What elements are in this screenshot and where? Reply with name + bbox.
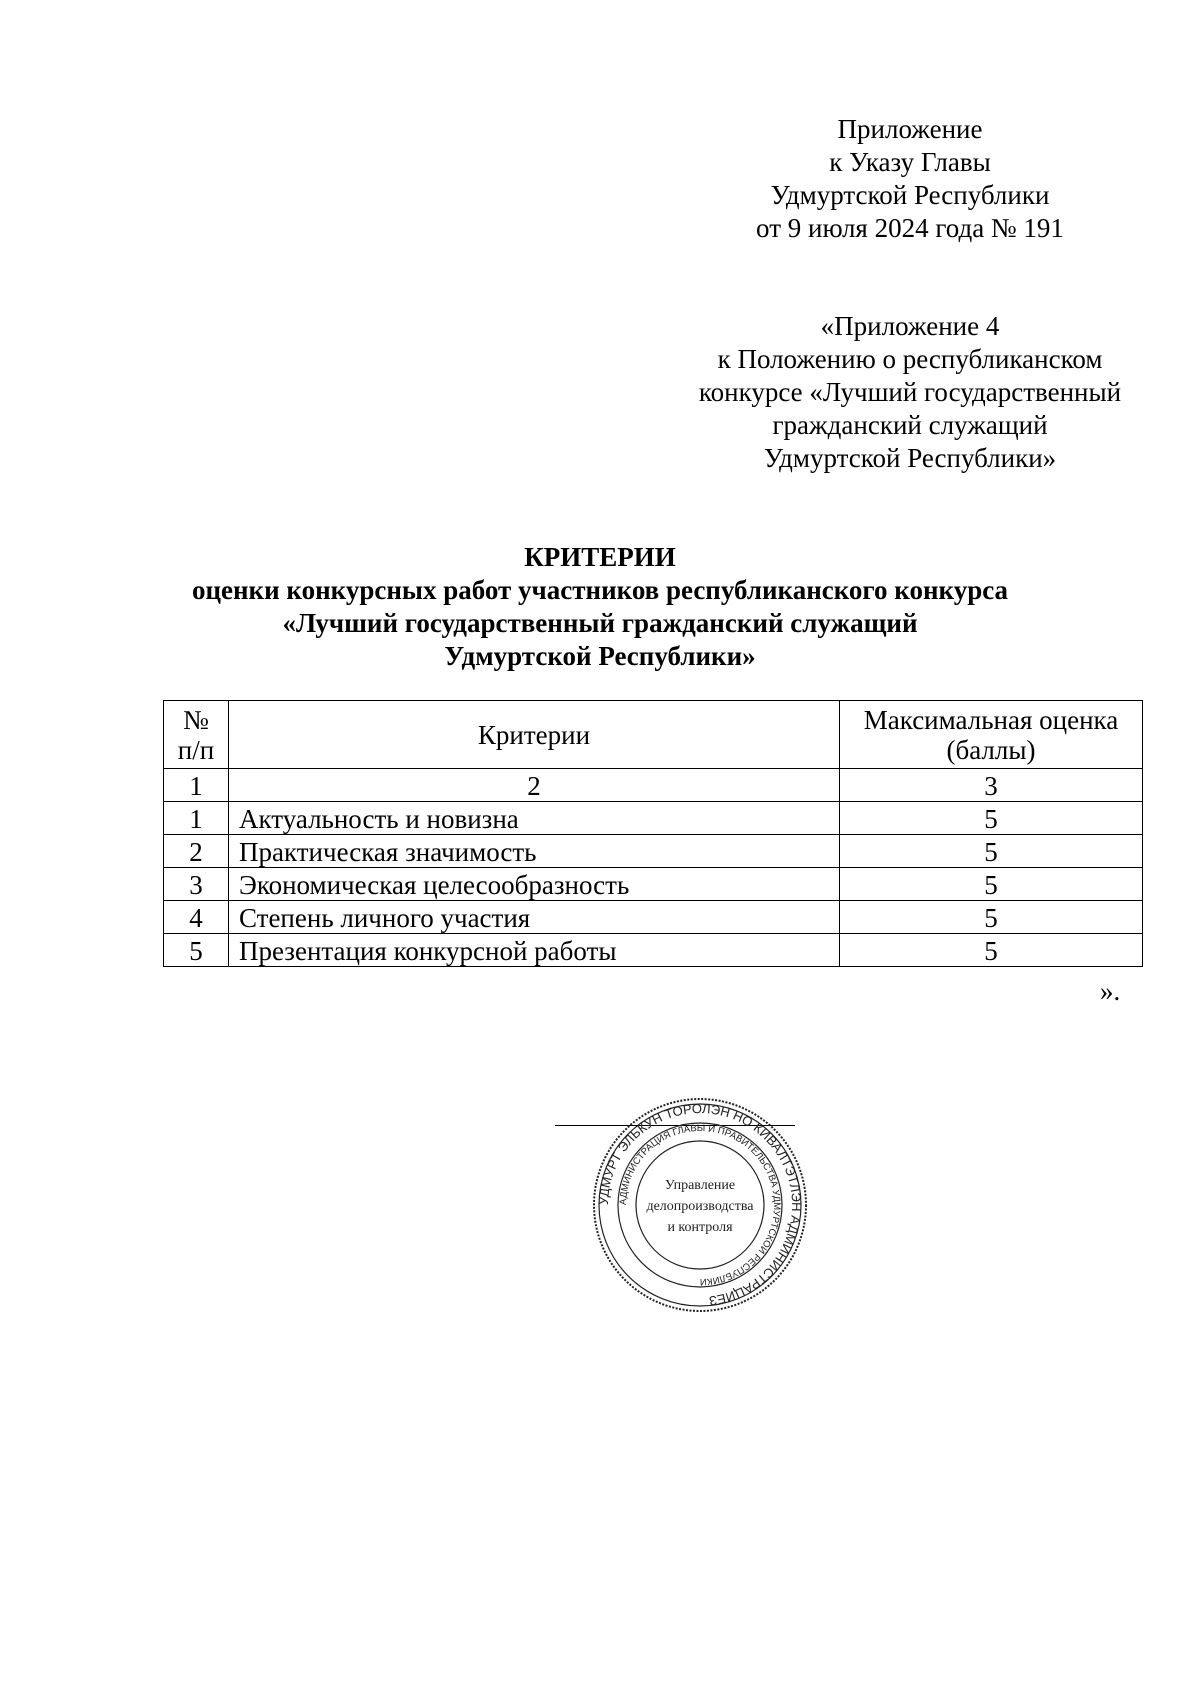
table-row xyxy=(164,901,1143,934)
document-subtitle-line: «Лучший государственный гражданский служащий xyxy=(282,608,918,638)
column-number: 3 xyxy=(840,769,1143,802)
seal-center-line: Управление xyxy=(664,1178,736,1193)
table-header-row xyxy=(164,701,1143,769)
appendix-line: от 9 июля 2024 года № 191 xyxy=(756,213,1064,243)
seal-center-line: делопроизводства xyxy=(646,1199,754,1214)
column-number-row xyxy=(164,769,1143,802)
row-criterion: Практическая значимость xyxy=(229,835,840,868)
row-score: 5 xyxy=(840,934,1143,967)
row-criterion: Степень личного участия xyxy=(229,901,840,934)
official-seal xyxy=(590,1095,810,1315)
table-row xyxy=(164,802,1143,835)
appendix-line: Удмуртской Республики xyxy=(770,180,1050,210)
column-number: 2 xyxy=(229,769,840,802)
row-number: 3 xyxy=(164,868,229,901)
header-number xyxy=(164,701,229,769)
header-number-abbrev: п/п xyxy=(177,734,215,765)
prior-appendix-line: гражданский служащий xyxy=(772,410,1048,440)
seal-outer-text-path: УДМУРТ ЭЛЬКУН ТОРОЛЭН НО КИВАЛТЭТЛЭН АДМИНИСТРАЦИЕЗ xyxy=(595,1100,805,1309)
prior-appendix-line: Удмуртской Республики» xyxy=(763,443,1057,473)
row-score: 5 xyxy=(840,802,1143,835)
header-number-symbol: № xyxy=(183,704,209,735)
appendix-line: Приложение xyxy=(837,114,983,144)
column-number: 1 xyxy=(164,769,229,802)
appendix-line: к Указу Главы xyxy=(829,147,991,177)
header-max-score-unit: (баллы) xyxy=(946,734,1036,765)
table-row xyxy=(164,835,1143,868)
criteria-table xyxy=(163,700,1143,967)
prior-appendix-line: «Приложение 4 xyxy=(820,311,1000,341)
row-score: 5 xyxy=(840,835,1143,868)
document-heading xyxy=(150,541,1050,673)
row-number: 2 xyxy=(164,835,229,868)
prior-appendix-header xyxy=(660,310,1160,475)
document-subtitle-line: оценки конкурсных работ участников республиканского конкурса xyxy=(191,575,1009,605)
prior-appendix-line: к Положению о республиканском xyxy=(717,344,1103,374)
row-criterion: Актуальность и новизна xyxy=(229,802,840,835)
row-number: 4 xyxy=(164,901,229,934)
table-row xyxy=(164,868,1143,901)
header-criteria: Критерии xyxy=(229,701,840,769)
header-max-score xyxy=(840,701,1143,769)
row-criterion: Презентация конкурсной работы xyxy=(229,934,840,967)
row-score: 5 xyxy=(840,868,1143,901)
seal-center-line: и контроля xyxy=(667,1220,733,1235)
document-subtitle-line: Удмуртской Республики» xyxy=(444,641,756,671)
document-title: КРИТЕРИИ xyxy=(524,542,676,572)
row-number: 5 xyxy=(164,934,229,967)
row-number: 1 xyxy=(164,802,229,835)
header-max-score-label: Максимальная оценка xyxy=(863,704,1119,735)
prior-appendix-line: конкурсе «Лучший государственный xyxy=(698,377,1122,407)
table-row xyxy=(164,934,1143,967)
appendix-header xyxy=(730,113,1090,245)
closing-quote: ». xyxy=(1100,976,1121,1006)
row-score: 5 xyxy=(840,901,1143,934)
seal-inner-text-path: АДМИНИСТРАЦИЯ ГЛАВЫ И ПРАВИТЕЛЬСТВА УДМУРТСКОЙ РЕСПУБЛИКИ xyxy=(617,1122,783,1288)
row-criterion: Экономическая целесообразность xyxy=(229,868,840,901)
